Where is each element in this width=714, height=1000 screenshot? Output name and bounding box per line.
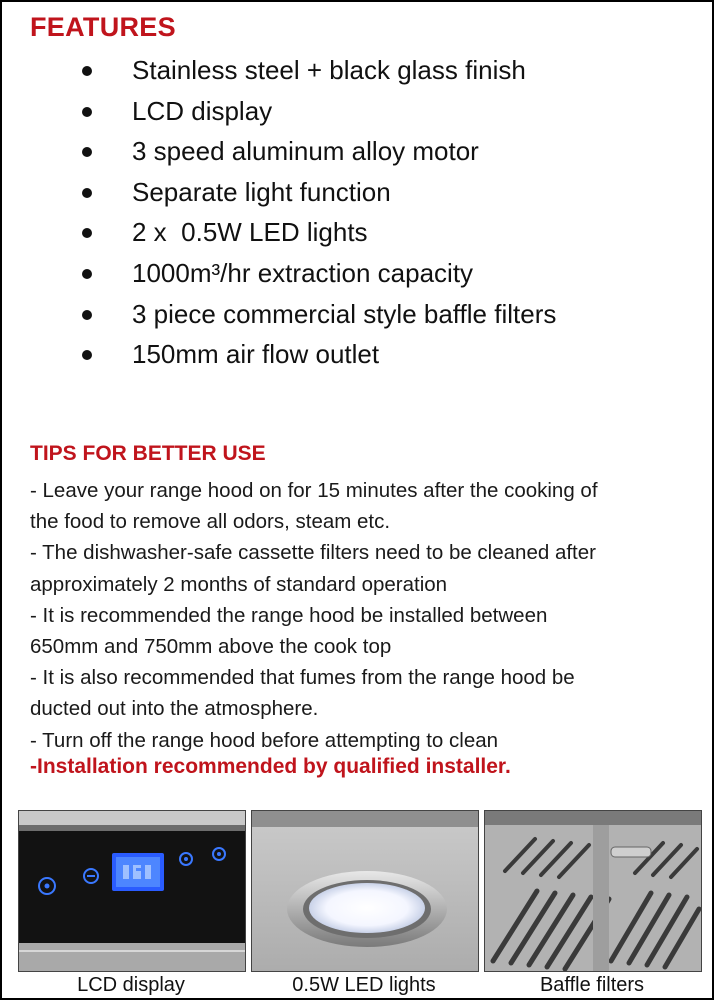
tips-line: 650mm and 750mm above the cook top (30, 635, 392, 659)
tips-line: - Leave your range hood on for 15 minutes after the cooking of (30, 479, 598, 502)
tips-line: - It is also recommended that fumes from the range hood be (30, 666, 575, 690)
feature-text: 150mm air flow outlet (132, 339, 380, 370)
tips-body (30, 475, 702, 756)
lcd-panel-illustration (19, 811, 245, 971)
feature-text: 3 speed aluminum alloy motor (132, 136, 479, 167)
feature-text: Separate light function (132, 176, 391, 207)
features-title: FEATURES (30, 12, 176, 42)
bullet-icon (82, 147, 92, 157)
tips-line: - It is recommended the range hood be installed between (30, 603, 548, 627)
feature-item (2, 212, 702, 253)
bullet-icon (82, 66, 92, 76)
feature-text: 2 x 0.5W LED lights (132, 217, 368, 248)
feature-text: Stainless steel + black glass finish (132, 55, 526, 85)
tips-line: - Turn off the range hood before attempting to clean (30, 728, 499, 752)
bullet-icon (82, 188, 92, 198)
baffle-filters-caption: Baffle filters (539, 974, 645, 996)
led-light-illustration (252, 811, 478, 971)
bullet-icon (82, 269, 92, 279)
tips-line: ducted out into the atmosphere. (30, 697, 319, 721)
feature-text: LCD display (132, 95, 273, 126)
install-note: -Installation recommended by qualified installer. (30, 755, 511, 778)
lcd-display-caption: LCD display (77, 974, 185, 996)
lcd-screen-icon (112, 853, 164, 891)
tips-title: TIPS FOR BETTER USE (30, 442, 266, 465)
features-list (2, 50, 702, 375)
tips-line: - The dishwasher-safe cassette filters need to be cleaned after (30, 541, 596, 565)
feature-item (2, 253, 702, 294)
baffle-filter-illustration (485, 811, 701, 971)
led-lamp-icon (287, 871, 447, 947)
feature-text: 1000m³/hr extraction capacity (132, 257, 474, 288)
feature-item (2, 91, 702, 132)
feature-item (2, 50, 702, 91)
led-lights-caption: 0.5W LED lights (292, 974, 436, 996)
feature-item (2, 294, 702, 335)
bullet-icon (82, 107, 92, 117)
lcd-display-photo (18, 810, 246, 972)
baffle-filters-photo (484, 810, 702, 972)
feature-text: 3 piece commercial style baffle filters (132, 298, 557, 329)
feature-item (2, 131, 702, 172)
feature-item (2, 334, 702, 375)
feature-item (2, 172, 702, 213)
bullet-icon (82, 350, 92, 360)
bullet-icon (82, 310, 92, 320)
tips-line: approximately 2 months of standard operation (30, 572, 448, 596)
bullet-icon (82, 228, 92, 238)
led-lights-photo (251, 810, 479, 972)
tips-line: the food to remove all odors, steam etc. (30, 510, 391, 534)
